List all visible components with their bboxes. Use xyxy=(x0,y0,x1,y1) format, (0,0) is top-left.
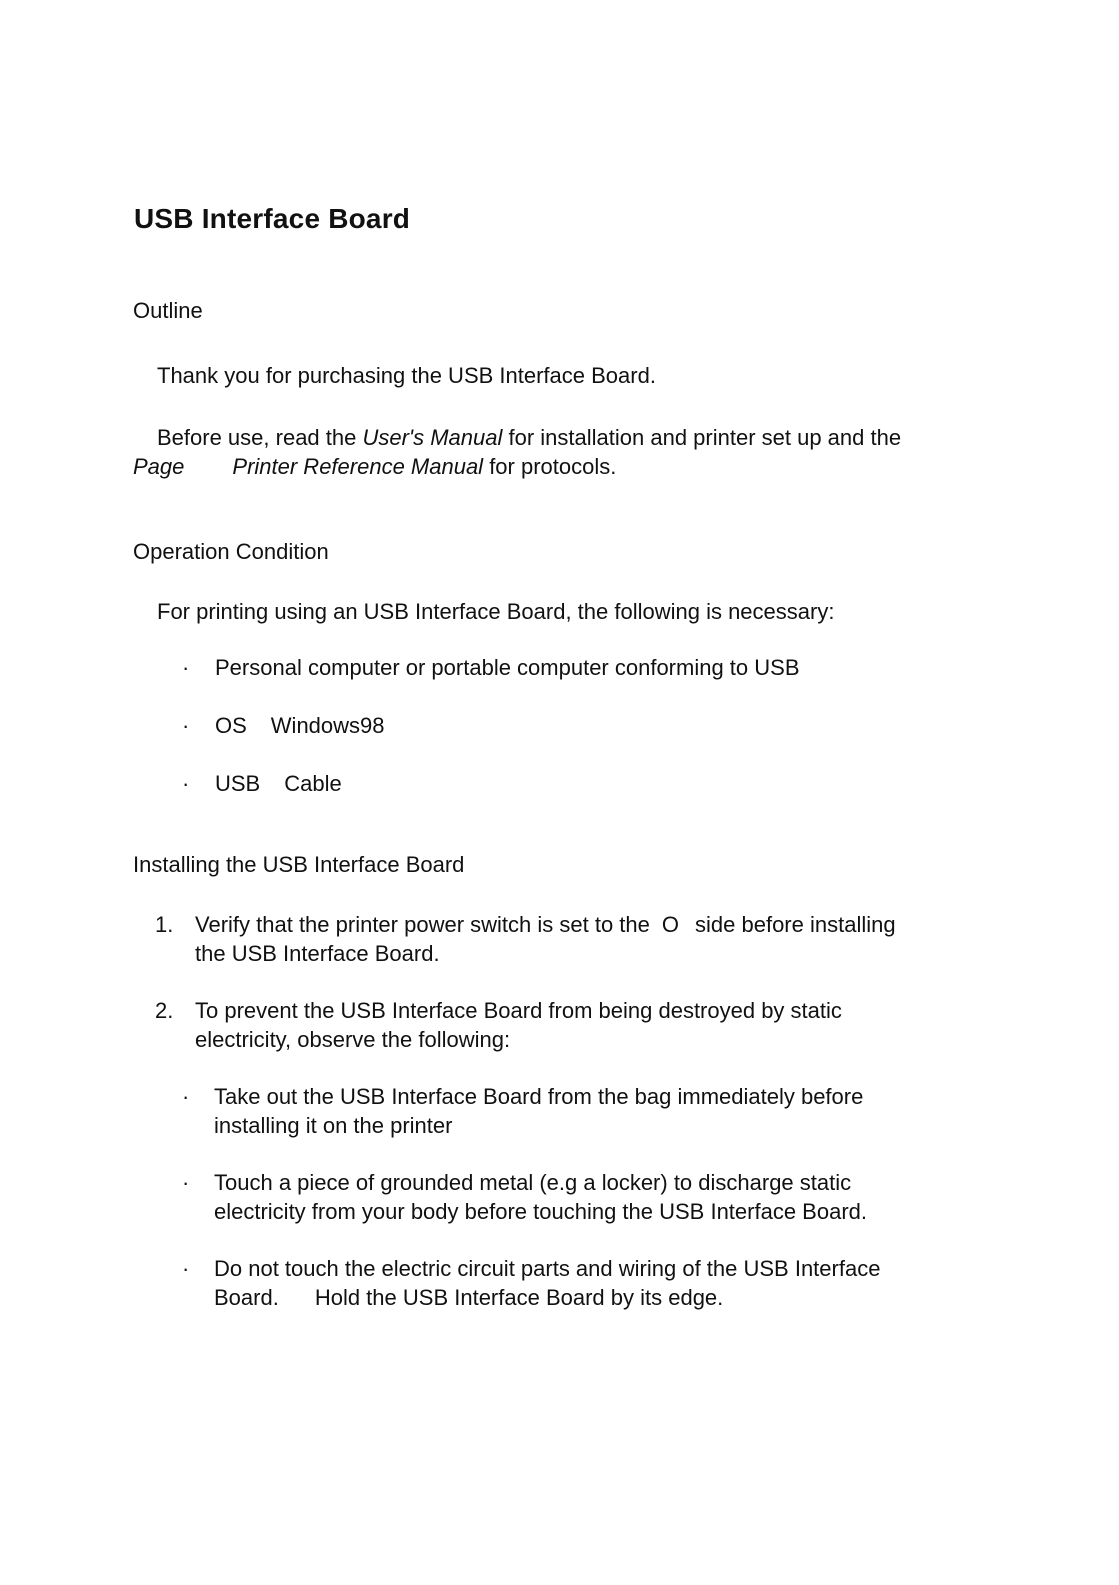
step2-line-2: electricity, observe the following: xyxy=(195,1027,511,1052)
list-item xyxy=(182,653,800,682)
sub-bullet-line-2: electricity from your body before touching the USB Interface Board. xyxy=(214,1199,867,1224)
list-item-value: Cable xyxy=(284,771,342,796)
step1-line-2: the USB Interface Board. xyxy=(195,941,440,966)
list-item-label: USB xyxy=(215,771,261,796)
page-word: Page xyxy=(133,454,185,479)
list-item-text: Personal computer or portable computer conforming to USB xyxy=(215,655,800,680)
step-number: 1. xyxy=(155,912,174,937)
bullet-icon: · xyxy=(182,1256,190,1281)
outline-paragraph-2 xyxy=(133,423,993,481)
list-item xyxy=(182,769,342,798)
section-heading-outline: Outline xyxy=(133,298,203,323)
sub-bullet-line-1: Take out the USB Interface Board from the bag immediately before xyxy=(214,1084,864,1109)
bullet-icon: · xyxy=(182,1084,190,1109)
sub-bullet-line-2: installing it on the printer xyxy=(214,1113,453,1138)
outline-p2-text-a: Before use, read the xyxy=(157,425,363,450)
page-title: USB Interface Board xyxy=(134,203,411,234)
outline-paragraph-1: Thank you for purchasing the USB Interface Board. xyxy=(157,363,656,388)
outline-p2-text-c: for protocols. xyxy=(483,454,617,479)
step2-line-1: To prevent the USB Interface Board from being destroyed by static xyxy=(195,998,842,1023)
bullet-icon: · xyxy=(182,655,190,680)
printer-reference-manual-title: Printer Reference Manual xyxy=(232,454,484,479)
sub-bullet-line-2a: Board. xyxy=(214,1285,279,1310)
list-item-label: OS xyxy=(215,713,247,738)
sub-bullet-line-2b: Hold the USB Interface Board by its edge. xyxy=(314,1285,724,1310)
sub-bullet-item xyxy=(182,1168,867,1226)
list-item-value: Windows98 xyxy=(270,713,385,738)
bullet-icon: · xyxy=(182,1170,190,1195)
outline-p2-text-b: for installation and printer set up and the xyxy=(502,425,902,450)
power-off-symbol-icon: O xyxy=(661,912,680,937)
sub-bullet-line-1: Touch a piece of grounded metal (e.g a locker) to discharge static xyxy=(214,1170,852,1195)
list-item xyxy=(182,711,385,740)
section-heading-operation-condition: Operation Condition xyxy=(133,539,329,564)
numbered-step-1 xyxy=(155,910,896,968)
sub-bullet-item xyxy=(182,1082,863,1140)
sub-bullet-line-1: Do not touch the electric circuit parts and wiring of the USB Interface xyxy=(214,1256,881,1281)
users-manual-title: User's Manual xyxy=(362,425,503,450)
operation-intro: For printing using an USB Interface Board, the following is necessary: xyxy=(157,599,835,624)
bullet-icon: · xyxy=(182,713,190,738)
step-number: 2. xyxy=(155,998,174,1023)
sub-bullet-item xyxy=(182,1254,880,1312)
step1-text-b: side before installing xyxy=(695,912,896,937)
bullet-icon: · xyxy=(182,771,190,796)
section-heading-installing: Installing the USB Interface Board xyxy=(133,852,465,877)
step1-text-a: Verify that the printer power switch is set to the xyxy=(195,912,650,937)
numbered-step-2 xyxy=(155,996,842,1054)
